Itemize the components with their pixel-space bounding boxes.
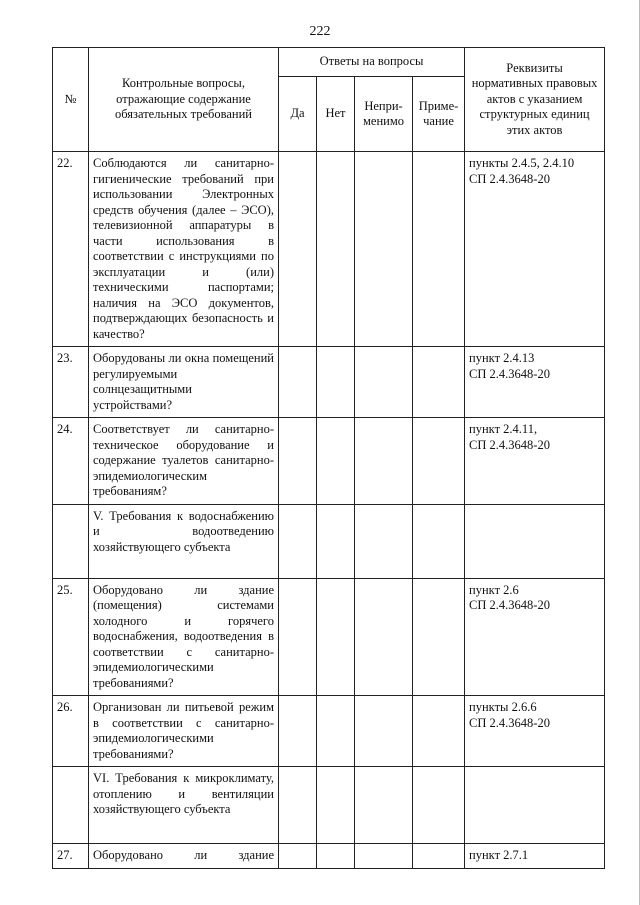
- section-title: V. Требования к водоснабжению и водоотведению хозяйствующего субъекта: [89, 504, 279, 578]
- row-number: 22.: [53, 152, 89, 347]
- answer-no-cell[interactable]: [317, 418, 355, 505]
- table-row: [53, 152, 605, 347]
- section-row: [53, 504, 605, 578]
- table-row: [53, 578, 605, 696]
- answer-yes-cell[interactable]: [279, 152, 317, 347]
- table-row: [53, 844, 605, 869]
- answer-yes-cell[interactable]: [279, 696, 317, 767]
- table-row: [53, 347, 605, 418]
- section-empty-cell: [465, 504, 605, 578]
- answer-note-cell[interactable]: [413, 578, 465, 696]
- table-row: [53, 696, 605, 767]
- answer-na-cell[interactable]: [355, 347, 413, 418]
- section-empty-cell: [465, 767, 605, 844]
- page-number: 222: [309, 24, 331, 39]
- header-yes: Да: [279, 77, 317, 152]
- answer-yes-cell[interactable]: [279, 578, 317, 696]
- section-number-cell: [53, 767, 89, 844]
- header-na: Непри-менимо: [355, 77, 413, 152]
- answer-yes-cell[interactable]: [279, 418, 317, 505]
- section-empty-cell: [317, 767, 355, 844]
- answer-note-cell[interactable]: [413, 347, 465, 418]
- answer-no-cell[interactable]: [317, 844, 355, 869]
- section-row: [53, 767, 605, 844]
- table-row: [53, 418, 605, 505]
- answer-na-cell[interactable]: [355, 844, 413, 869]
- header-requisites: Реквизиты нормативных правовых актов с указанием структурных единиц этих актов: [465, 48, 605, 152]
- header-no: Нет: [317, 77, 355, 152]
- row-requisites: пункт 2.4.11, СП 2.4.3648-20: [465, 418, 605, 505]
- section-empty-cell: [413, 767, 465, 844]
- row-requisites: пункты 2.6.6 СП 2.4.3648-20: [465, 696, 605, 767]
- header-note: Приме-чание: [413, 77, 465, 152]
- section-empty-cell: [413, 504, 465, 578]
- answer-no-cell[interactable]: [317, 152, 355, 347]
- row-question: Оборудовано ли здание (помещения) системами холодного и горячего водоснабжения, водоотведения в соответствии с санитарно-эпидемиологическими требованиями?: [89, 578, 279, 696]
- answer-no-cell[interactable]: [317, 578, 355, 696]
- header-question: Контрольные вопросы, отражающие содержание обязательных требований: [89, 48, 279, 152]
- row-number: 23.: [53, 347, 89, 418]
- answer-yes-cell[interactable]: [279, 347, 317, 418]
- row-requisites: пункт 2.7.1: [465, 844, 605, 869]
- answer-note-cell[interactable]: [413, 418, 465, 505]
- checklist-table: [52, 47, 605, 869]
- section-number-cell: [53, 504, 89, 578]
- row-number: 27.: [53, 844, 89, 869]
- answer-na-cell[interactable]: [355, 152, 413, 347]
- row-requisites: пункт 2.6 СП 2.4.3648-20: [465, 578, 605, 696]
- section-empty-cell: [355, 504, 413, 578]
- answer-na-cell[interactable]: [355, 696, 413, 767]
- header-row: [53, 48, 605, 77]
- row-question: Оборудованы ли окна помещений регулируемыми солнцезащитными устройствами?: [89, 347, 279, 418]
- section-empty-cell: [355, 767, 413, 844]
- section-empty-cell: [279, 504, 317, 578]
- answer-na-cell[interactable]: [355, 578, 413, 696]
- row-requisites: пункт 2.4.13 СП 2.4.3648-20: [465, 347, 605, 418]
- answer-note-cell[interactable]: [413, 696, 465, 767]
- answer-yes-cell[interactable]: [279, 844, 317, 869]
- answer-no-cell[interactable]: [317, 347, 355, 418]
- row-question: Оборудовано ли здание: [89, 844, 279, 869]
- section-empty-cell: [317, 504, 355, 578]
- row-number: 24.: [53, 418, 89, 505]
- answer-no-cell[interactable]: [317, 696, 355, 767]
- row-number: 26.: [53, 696, 89, 767]
- section-title: VI. Требования к микроклимату, отоплению и вентиляции хозяйствующего субъекта: [89, 767, 279, 844]
- row-requisites: пункты 2.4.5, 2.4.10 СП 2.4.3648-20: [465, 152, 605, 347]
- answer-na-cell[interactable]: [355, 418, 413, 505]
- row-question: Соблюдаются ли санитарно-гигиенические требований при использовании Электронных средств обучения (далее – ЭСО), телевизионной аппаратуры в части использования в соответствии с инструкциями по эксплуатации и (или) техническими паспортами; наличия на ЭСО документов, подтверждающих безопасность и качество?: [89, 152, 279, 347]
- answer-note-cell[interactable]: [413, 152, 465, 347]
- row-number: 25.: [53, 578, 89, 696]
- header-answers: Ответы на вопросы: [279, 48, 465, 77]
- answer-note-cell[interactable]: [413, 844, 465, 869]
- section-empty-cell: [279, 767, 317, 844]
- header-num: №: [53, 48, 89, 152]
- row-question: Соответствует ли санитарно-техническое оборудование и содержание туалетов санитарно-эпидемиологическим требованиям?: [89, 418, 279, 505]
- row-question: Организован ли питьевой режим в соответствии с санитарно-эпидемиологическими требованиями?: [89, 696, 279, 767]
